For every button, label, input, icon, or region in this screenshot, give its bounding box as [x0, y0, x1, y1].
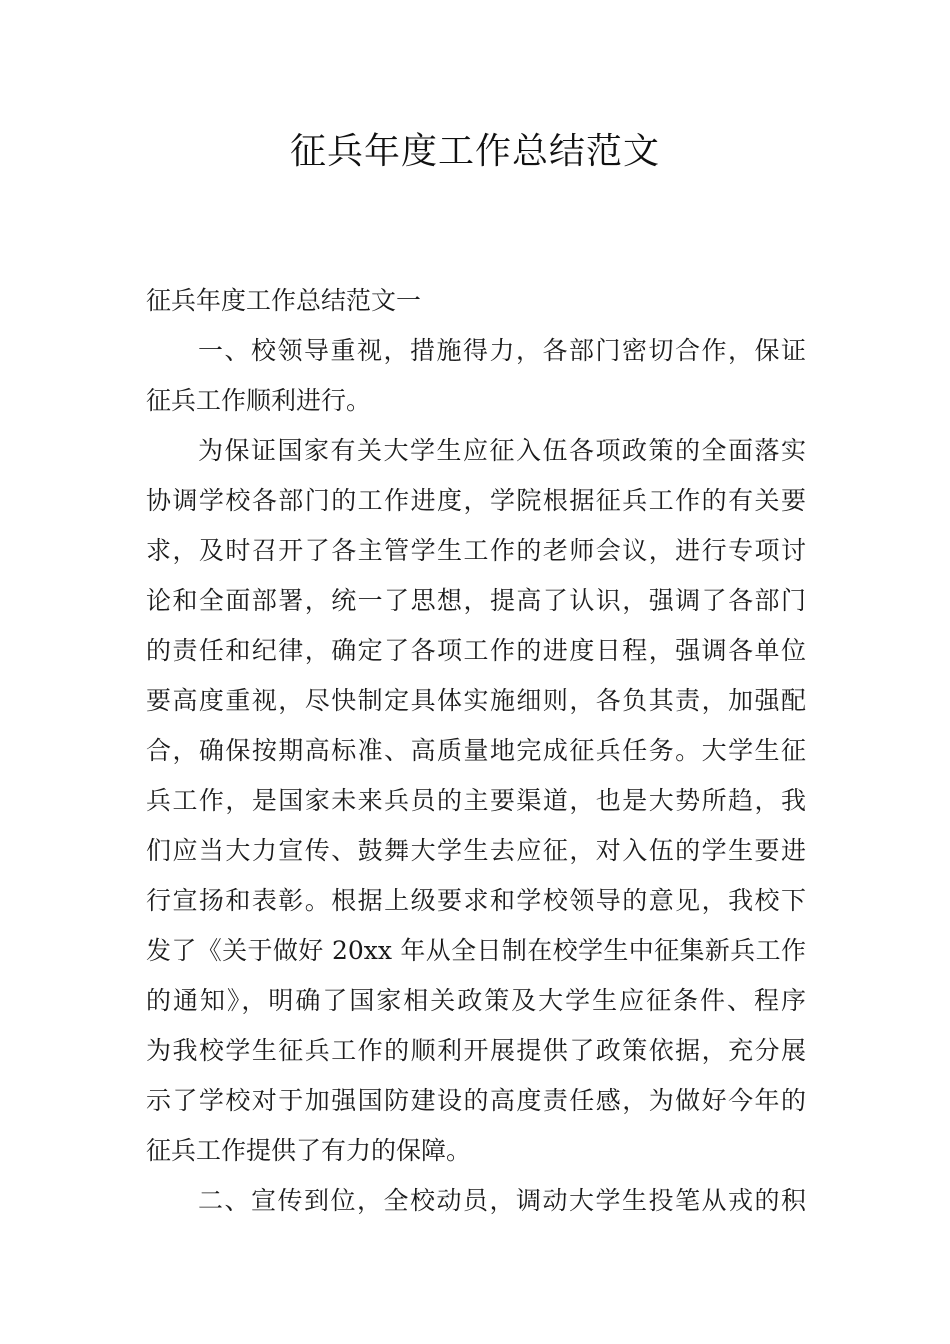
body-line: 征兵年度工作总结范文一	[146, 286, 422, 315]
body-line: 的责任和纪律，确定了各项工作的进度日程，强调各单位	[146, 636, 806, 665]
body-line: 示了学校对于加强国防建设的高度责任感，为做好今年的	[146, 1086, 806, 1115]
body-line: 二、宣传到位，全校动员，调动大学生投笔从戎的积	[198, 1186, 806, 1215]
body-line: 为保证国家有关大学生应征入伍各项政策的全面落实	[198, 436, 806, 465]
body-line: 征兵工作提供了有力的保障。	[146, 1136, 472, 1165]
body-line: 为我校学生征兵工作的顺利开展提供了政策依据，充分展	[146, 1036, 806, 1065]
document-body	[146, 276, 806, 1226]
body-line: 行宣扬和表彰。根据上级要求和学校领导的意见，我校下	[146, 886, 806, 915]
body-line: 们应当大力宣传、鼓舞大学生去应征，对入伍的学生要进	[146, 836, 806, 865]
body-line: 论和全面部署，统一了思想，提高了认识，强调了各部门	[146, 586, 806, 615]
body-line: 兵工作，是国家未来兵员的主要渠道，也是大势所趋，我	[146, 786, 806, 815]
document-title: 征兵年度工作总结范文	[289, 131, 660, 172]
body-line: 协调学校各部门的工作进度，学院根据征兵工作的有关要	[146, 486, 806, 515]
body-line: 求，及时召开了各主管学生工作的老师会议，进行专项讨	[146, 536, 806, 565]
body-line: 征兵工作顺利进行。	[146, 386, 372, 415]
body-line: 发了《关于做好 20xx 年从全日制在校学生中征集新兵工作	[146, 936, 806, 965]
body-line: 的通知》，明确了国家相关政策及大学生应征条件、程序	[146, 986, 806, 1015]
body-line: 合，确保按期高标准、高质量地完成征兵任务。大学生征	[146, 736, 806, 765]
body-line: 一、校领导重视，措施得力，各部门密切合作，保证	[198, 336, 806, 365]
body-line: 要高度重视，尽快制定具体实施细则，各负其责，加强配	[146, 686, 806, 715]
